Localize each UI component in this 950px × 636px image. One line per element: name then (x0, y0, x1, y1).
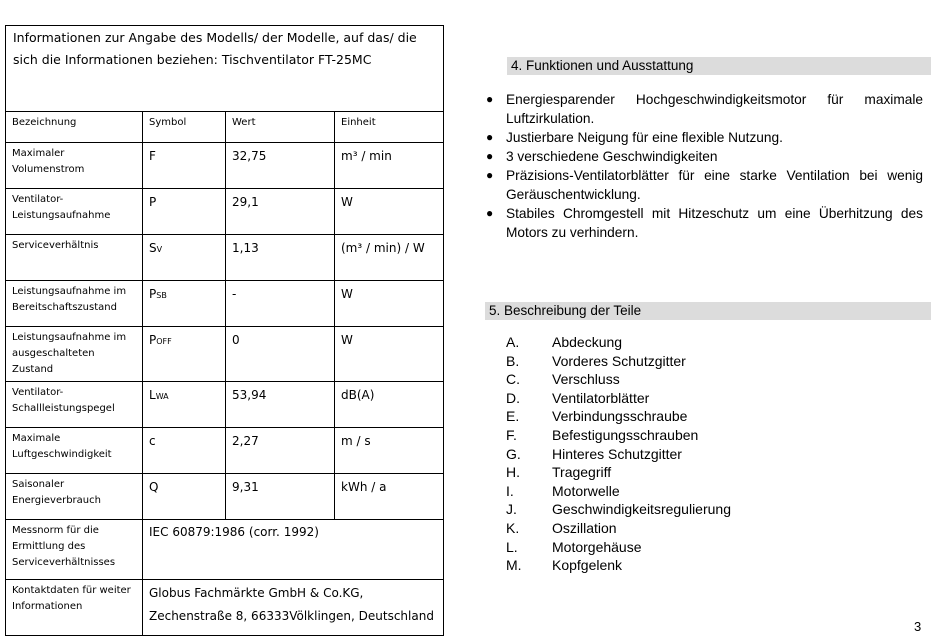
row-unit: m / s (335, 428, 444, 474)
row-symbol (143, 143, 226, 189)
table-row (6, 382, 444, 428)
table-row (6, 189, 444, 235)
page-number: 3 (914, 619, 922, 634)
part-item (506, 482, 906, 501)
symbol-main: c (149, 434, 156, 448)
row-unit: W (335, 189, 444, 235)
table-row (6, 428, 444, 474)
part-letter: D. (506, 389, 520, 406)
part-letter: C. (506, 371, 520, 388)
table-row (6, 235, 444, 281)
header-unit: Einheit (335, 112, 444, 143)
part-name: Hinteres Schutzgitter (552, 445, 682, 462)
part-item (506, 556, 906, 575)
table-header-row (6, 112, 444, 143)
part-item (506, 407, 906, 426)
row-value: 1,13 (226, 235, 335, 281)
symbol-main: P (149, 195, 157, 209)
row-value: 29,1 (226, 189, 335, 235)
row-symbol (143, 327, 226, 382)
part-item (506, 389, 906, 408)
part-name: Ventilatorblätter (552, 389, 650, 406)
part-name: Motorwelle (552, 482, 620, 499)
row-symbol (143, 235, 226, 281)
part-item (506, 445, 906, 464)
standard-value: IEC 60879:1986 (corr. 1992) (143, 520, 444, 580)
row-designation: Saisonaler Energieverbrauch (6, 474, 143, 520)
part-name: Befestigungsschrauben (552, 426, 699, 443)
symbol-subscript: WA (155, 392, 169, 401)
row-value: 32,75 (226, 143, 335, 189)
table-row (6, 474, 444, 520)
row-designation: Serviceverhältnis (6, 235, 143, 281)
feature-text: 3 verschiedene Geschwindigkeiten (506, 149, 718, 164)
part-letter: F. (506, 426, 517, 443)
row-designation: Ventilator-Schallleistungspegel (6, 382, 143, 428)
contact-label: Kontaktdaten für weiter Informationen (6, 580, 143, 636)
row-unit: kWh / a (335, 474, 444, 520)
row-value: 53,94 (226, 382, 335, 428)
table-title-row (6, 26, 444, 112)
part-name: Kopfgelenk (552, 557, 623, 574)
part-name: Tragegriff (552, 464, 612, 481)
row-symbol (143, 189, 226, 235)
part-item (506, 463, 906, 482)
part-item (506, 352, 906, 371)
feature-item (483, 147, 923, 166)
bullet-icon: ● (486, 168, 494, 182)
contact-row (6, 580, 444, 636)
contact-value: Globus Fachmärkte GmbH & Co.KG, Zechenstraße 8, 66333Völklingen, Deutschland (143, 580, 444, 636)
symbol-subscript: OFF (156, 337, 172, 346)
symbol-main: Q (149, 480, 159, 494)
symbol-subscript: SB (156, 291, 167, 300)
functions-heading: 4. Funktionen und Ausstattung (507, 57, 931, 75)
row-unit: W (335, 281, 444, 327)
header-symbol: Symbol (143, 112, 226, 143)
part-letter: J. (506, 501, 517, 518)
row-designation: Ventilator-Leistungsaufnahme (6, 189, 143, 235)
row-symbol (143, 382, 226, 428)
row-symbol (143, 428, 226, 474)
standard-label: Messnorm für die Ermittlung des Serviceverhältnisses (6, 520, 143, 580)
part-letter: H. (506, 464, 520, 481)
spec-table (5, 25, 444, 636)
row-designation: Leistungsaufnahme im ausgeschalteten Zustand (6, 327, 143, 382)
feature-text: Energiesparender Hochgeschwindigkeitsmotor für maximale Luftzirkulation. (506, 92, 923, 126)
part-letter: A. (506, 334, 520, 350)
part-name: Abdeckung (552, 334, 623, 350)
parts-list (506, 333, 906, 575)
row-symbol (143, 474, 226, 520)
row-symbol (143, 281, 226, 327)
row-value: 9,31 (226, 474, 335, 520)
row-value: 0 (226, 327, 335, 382)
row-value: 2,27 (226, 428, 335, 474)
part-letter: M. (506, 557, 522, 574)
symbol-subscript: V (156, 245, 163, 254)
symbol-main: P (149, 287, 157, 301)
row-unit: (m³ / min) / W (335, 235, 444, 281)
feature-list (483, 90, 923, 242)
bullet-icon: ● (486, 130, 494, 144)
part-item (506, 519, 906, 538)
symbol-main: F (149, 149, 156, 163)
row-unit: W (335, 327, 444, 382)
bullet-icon: ● (486, 92, 494, 106)
symbol-main: L (149, 388, 156, 402)
feature-item (483, 204, 923, 242)
bullet-icon: ● (486, 206, 494, 220)
header-designation: Bezeichnung (6, 112, 143, 143)
part-item (506, 426, 906, 445)
part-name: Oszillation (552, 519, 617, 536)
part-item (506, 333, 906, 352)
parts-heading: 5. Beschreibung der Teile (485, 302, 931, 320)
row-designation: Maximale Luftgeschwindigkeit (6, 428, 143, 474)
part-letter: L. (506, 538, 518, 555)
row-unit: dB(A) (335, 382, 444, 428)
table-title: Informationen zur Angabe des Modells/ der Modelle, auf das/ die sich die Informationen beziehen: Tischventilator FT-25MC (6, 26, 444, 112)
part-letter: K. (506, 519, 520, 536)
row-designation: Leistungsaufnahme im Bereitschaftszustand (6, 281, 143, 327)
feature-text: Präzisions-Ventilatorblätter für eine starke Ventilation bei wenig Geräuschentwicklung. (506, 168, 923, 202)
part-letter: G. (506, 445, 521, 462)
part-item (506, 538, 906, 557)
feature-item (483, 128, 923, 147)
row-value: - (226, 281, 335, 327)
part-letter: B. (506, 352, 520, 369)
bullet-icon: ● (486, 149, 494, 163)
part-item (506, 370, 906, 389)
row-unit: m³ / min (335, 143, 444, 189)
table-row (6, 327, 444, 382)
standard-row (6, 520, 444, 580)
part-letter: E. (506, 408, 520, 425)
feature-item (483, 166, 923, 204)
part-item (506, 500, 906, 519)
feature-text: Justierbare Neigung für eine flexible Nutzung. (506, 130, 783, 145)
feature-item (483, 90, 923, 128)
part-name: Vorderes Schutzgitter (552, 352, 686, 369)
feature-text: Stabiles Chromgestell mit Hitzeschutz um eine Überhitzung des Motors zu verhindern. (506, 206, 923, 240)
symbol-main: P (149, 333, 157, 347)
part-name: Verbindungsschraube (552, 408, 688, 425)
header-value: Wert (226, 112, 335, 143)
part-letter: I. (506, 482, 514, 499)
part-name: Motorgehäuse (552, 538, 642, 555)
part-name: Verschluss (552, 371, 620, 388)
row-designation: Maximaler Volumenstrom (6, 143, 143, 189)
table-row (6, 143, 444, 189)
symbol-main: S (149, 241, 157, 255)
table-row (6, 281, 444, 327)
part-name: Geschwindigkeitsregulierung (552, 501, 731, 518)
